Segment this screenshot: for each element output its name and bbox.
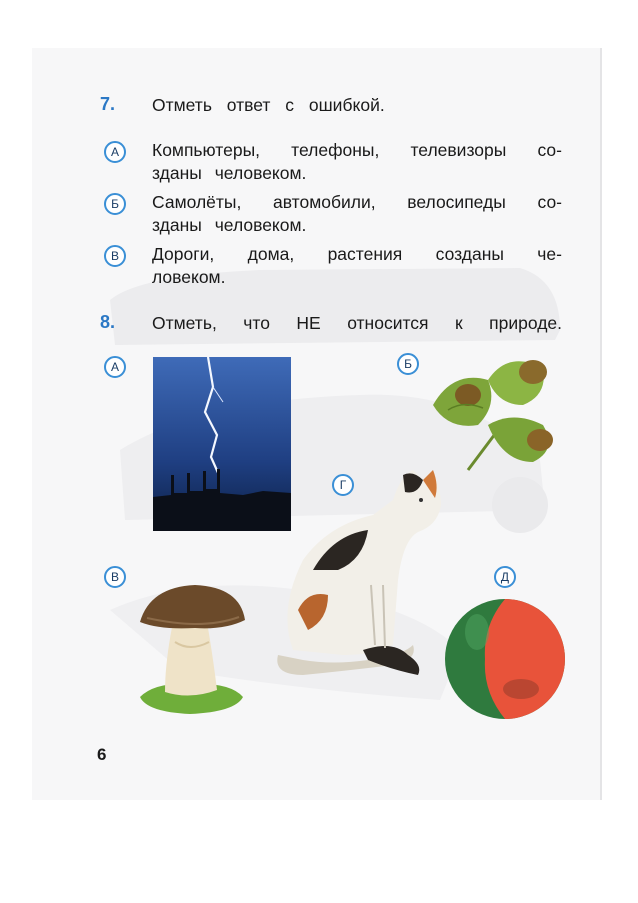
question-8-number: 8.	[100, 312, 116, 332]
q8-option-a-circle[interactable]: А	[104, 356, 126, 378]
q8-option-b-circle[interactable]: Б	[397, 353, 419, 375]
ball-icon[interactable]	[443, 597, 567, 721]
q8-option-g-circle[interactable]: Г	[332, 474, 354, 496]
q7-option-a-circle[interactable]: А	[104, 141, 126, 163]
q7-option-a-line1: Компьютеры, телефоны, телевизоры со-	[152, 140, 562, 160]
q7-option-b-line2: зданы человеком.	[152, 215, 307, 235]
page-number: 6	[97, 745, 107, 764]
q8-option-v-circle[interactable]: В	[104, 566, 126, 588]
lightning-photo[interactable]	[153, 357, 291, 531]
q7-option-a-line2: зданы человеком.	[152, 163, 307, 183]
question-7-number: 7.	[100, 94, 116, 114]
q7-option-b-circle[interactable]: Б	[104, 193, 126, 215]
q7-option-v-line2: ловеком.	[152, 267, 226, 287]
q7-option-b-line1: Самолёты, автомобили, велосипеды со-	[152, 192, 562, 212]
question-8-prompt: Отметь, что НЕ относится к природе.	[152, 313, 562, 333]
mushroom-icon[interactable]	[135, 582, 250, 717]
q7-option-v-line1: Дороги, дома, растения созданы че-	[152, 244, 562, 264]
question-7-prompt: Отметь ответ с ошибкой.	[152, 95, 385, 115]
cat-icon[interactable]	[273, 460, 448, 685]
q8-option-d-circle[interactable]: Д	[494, 566, 516, 588]
hazelnut-icon[interactable]	[428, 350, 568, 475]
q7-option-v-circle[interactable]: В	[104, 245, 126, 267]
